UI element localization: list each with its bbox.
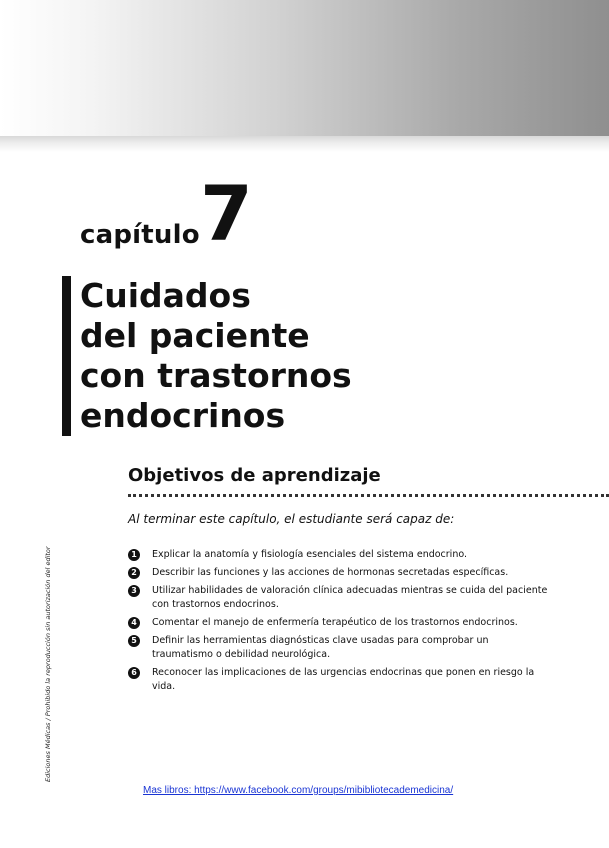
objective-item <box>128 566 548 580</box>
chapter-word: capítulo <box>80 220 200 250</box>
objectives-heading: Objetivos de aprendizaje <box>128 465 381 486</box>
number-bullet: 4 <box>128 617 140 629</box>
number-bullet: 1 <box>128 549 140 561</box>
objective-text: Definir las herramientas diagnósticas clave usadas para comprobar un traumatismo o debilidad neurológica. <box>152 635 489 660</box>
objective-text: Explicar la anatomía y fisiología esenciales del sistema endocrino. <box>152 549 468 560</box>
objective-item <box>128 616 548 630</box>
number-bullet: 5 <box>128 635 140 647</box>
title-line: Cuidados <box>80 276 251 315</box>
objective-text: Comentar el manejo de enfermería terapéutico de los trastornos endocrinos. <box>152 617 518 628</box>
header-shadow <box>0 136 609 152</box>
objective-item <box>128 634 548 662</box>
objective-text: Reconocer las implicaciones de las urgencias endocrinas que ponen en riesgo la vida. <box>152 667 535 692</box>
title-line: endocrinos <box>80 396 286 435</box>
objective-item <box>128 584 548 612</box>
number-bullet: 6 <box>128 667 140 679</box>
dotted-divider <box>128 494 609 497</box>
side-copyright-note: Ediciones Médicas / Prohibido la reproducción sin autorización del editor <box>44 546 52 782</box>
objective-text: Describir las funciones y las acciones de hormonas secretadas específicas. <box>152 567 509 578</box>
number-bullet: 2 <box>128 567 140 579</box>
title-line: del paciente <box>80 316 310 355</box>
header-gradient-band <box>0 0 609 136</box>
chapter-number: 7 <box>200 169 253 258</box>
objectives-list <box>128 548 548 698</box>
objective-item <box>128 548 548 562</box>
title-line: con trastornos <box>80 356 352 395</box>
title-accent-bar <box>62 276 71 436</box>
objectives-intro: Al terminar este capítulo, el estudiante será capaz de: <box>128 512 455 526</box>
number-bullet: 3 <box>128 585 140 597</box>
footer-link[interactable]: Mas libros: https://www.facebook.com/groups/mibibliotecademedicina/ <box>143 785 454 796</box>
objective-text: Utilizar habilidades de valoración clínica adecuadas mientras se cuida del paciente con trastornos endocrinos. <box>152 585 548 610</box>
objective-item <box>128 666 548 694</box>
chapter-title <box>80 276 480 436</box>
